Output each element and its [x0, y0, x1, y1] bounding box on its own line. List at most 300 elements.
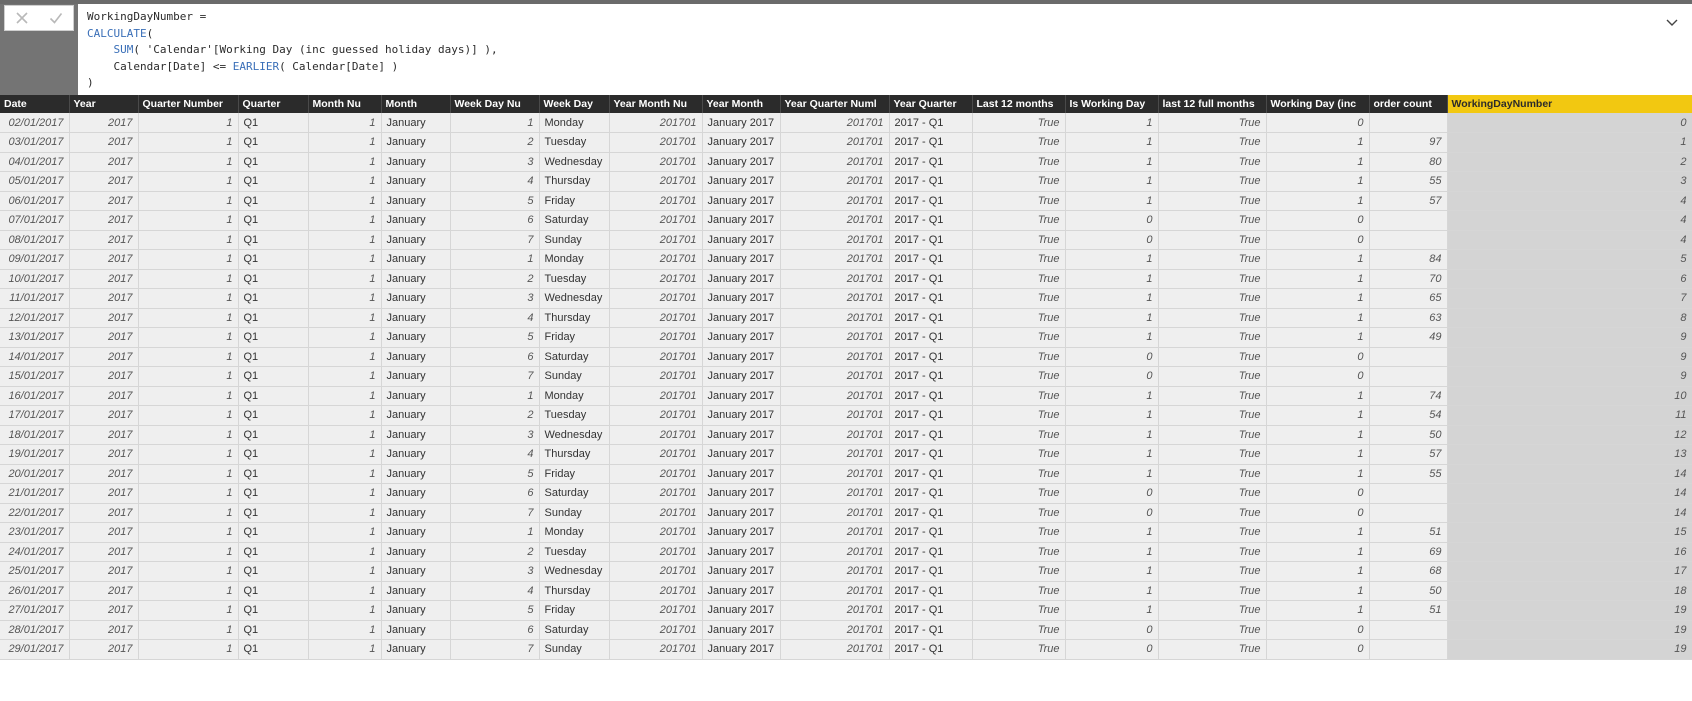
- table-cell[interactable]: 9: [1447, 367, 1692, 387]
- table-cell[interactable]: 0: [1065, 347, 1158, 367]
- table-cell[interactable]: 2017: [69, 601, 138, 621]
- table-cell[interactable]: 2: [450, 133, 539, 153]
- table-cell[interactable]: True: [1158, 386, 1266, 406]
- table-cell[interactable]: 1: [138, 308, 238, 328]
- table-cell[interactable]: Q1: [238, 133, 308, 153]
- table-cell[interactable]: 2017: [69, 113, 138, 133]
- table-cell[interactable]: Q1: [238, 113, 308, 133]
- table-cell[interactable]: 1: [138, 562, 238, 582]
- table-cell[interactable]: 201701: [609, 113, 702, 133]
- table-cell[interactable]: 2017: [69, 133, 138, 153]
- table-cell[interactable]: 1: [1065, 269, 1158, 289]
- table-cell[interactable]: 2017 - Q1: [889, 269, 972, 289]
- table-cell[interactable]: 1: [308, 347, 381, 367]
- table-cell[interactable]: 1: [308, 308, 381, 328]
- table-cell[interactable]: 201701: [780, 191, 889, 211]
- table-cell[interactable]: True: [972, 289, 1065, 309]
- table-cell[interactable]: 2017: [69, 367, 138, 387]
- table-cell[interactable]: 11/01/2017: [0, 289, 69, 309]
- table-cell[interactable]: True: [972, 367, 1065, 387]
- table-cell[interactable]: True: [1158, 347, 1266, 367]
- table-cell[interactable]: 1: [1266, 172, 1369, 192]
- table-cell[interactable]: January 2017: [702, 445, 780, 465]
- table-cell[interactable]: January: [381, 230, 450, 250]
- table-cell[interactable]: 2: [450, 406, 539, 426]
- table-cell[interactable]: 1: [138, 269, 238, 289]
- table-cell[interactable]: 03/01/2017: [0, 133, 69, 153]
- table-cell[interactable]: 1: [138, 172, 238, 192]
- table-cell[interactable]: True: [972, 230, 1065, 250]
- table-cell[interactable]: 1: [138, 386, 238, 406]
- table-cell[interactable]: 1: [1266, 581, 1369, 601]
- table-cell[interactable]: 1: [138, 328, 238, 348]
- table-cell[interactable]: 1: [1266, 269, 1369, 289]
- table-cell[interactable]: 201701: [609, 308, 702, 328]
- table-cell[interactable]: 1: [308, 172, 381, 192]
- table-cell[interactable]: 201701: [780, 484, 889, 504]
- table-cell[interactable]: 2017 - Q1: [889, 464, 972, 484]
- table-cell[interactable]: 1: [1266, 386, 1369, 406]
- cancel-formula-button[interactable]: [5, 6, 39, 30]
- table-cell[interactable]: 2017: [69, 581, 138, 601]
- table-cell[interactable]: True: [972, 425, 1065, 445]
- table-cell[interactable]: 1: [308, 601, 381, 621]
- table-cell[interactable]: January 2017: [702, 581, 780, 601]
- table-cell[interactable]: 2017: [69, 484, 138, 504]
- table-cell[interactable]: True: [1158, 250, 1266, 270]
- table-cell[interactable]: True: [1158, 445, 1266, 465]
- table-cell[interactable]: 08/01/2017: [0, 230, 69, 250]
- table-cell[interactable]: Q1: [238, 211, 308, 231]
- table-cell[interactable]: January: [381, 484, 450, 504]
- table-cell[interactable]: January 2017: [702, 250, 780, 270]
- table-cell[interactable]: 201701: [609, 581, 702, 601]
- table-cell[interactable]: Q1: [238, 308, 308, 328]
- table-cell[interactable]: 19: [1447, 640, 1692, 660]
- table-cell[interactable]: 2017: [69, 308, 138, 328]
- table-cell[interactable]: 1: [308, 445, 381, 465]
- table-cell[interactable]: January 2017: [702, 562, 780, 582]
- table-cell[interactable]: 2017: [69, 503, 138, 523]
- table-cell[interactable]: 1: [308, 113, 381, 133]
- table-cell[interactable]: 12/01/2017: [0, 308, 69, 328]
- table-cell[interactable]: True: [1158, 523, 1266, 543]
- table-cell[interactable]: 2017 - Q1: [889, 367, 972, 387]
- table-cell[interactable]: True: [1158, 581, 1266, 601]
- table-cell[interactable]: Q1: [238, 542, 308, 562]
- table-cell[interactable]: 201701: [609, 250, 702, 270]
- table-cell[interactable]: True: [972, 484, 1065, 504]
- table-cell[interactable]: 2017 - Q1: [889, 425, 972, 445]
- table-cell[interactable]: 201701: [780, 250, 889, 270]
- table-cell[interactable]: 17/01/2017: [0, 406, 69, 426]
- table-cell[interactable]: True: [1158, 191, 1266, 211]
- column-header[interactable]: Last 12 months: [972, 95, 1065, 113]
- table-cell[interactable]: January: [381, 542, 450, 562]
- table-cell[interactable]: 201701: [609, 328, 702, 348]
- table-cell[interactable]: 2017 - Q1: [889, 562, 972, 582]
- table-cell[interactable]: 201701: [780, 328, 889, 348]
- table-cell[interactable]: 1: [308, 542, 381, 562]
- table-cell[interactable]: 16: [1447, 542, 1692, 562]
- table-cell[interactable]: 201701: [609, 172, 702, 192]
- table-cell[interactable]: 2017 - Q1: [889, 581, 972, 601]
- table-cell[interactable]: 2017 - Q1: [889, 386, 972, 406]
- table-cell[interactable]: True: [1158, 620, 1266, 640]
- table-cell[interactable]: 2017 - Q1: [889, 172, 972, 192]
- table-cell[interactable]: 1: [308, 133, 381, 153]
- table-cell[interactable]: 2017: [69, 250, 138, 270]
- table-cell[interactable]: January 2017: [702, 191, 780, 211]
- table-cell[interactable]: 4: [450, 581, 539, 601]
- table-cell[interactable]: 2017: [69, 425, 138, 445]
- table-cell[interactable]: 54: [1369, 406, 1447, 426]
- table-cell[interactable]: 6: [450, 484, 539, 504]
- column-header[interactable]: Date: [0, 95, 69, 113]
- table-cell[interactable]: January 2017: [702, 269, 780, 289]
- table-cell[interactable]: 201701: [609, 484, 702, 504]
- column-header[interactable]: Year: [69, 95, 138, 113]
- table-cell[interactable]: January 2017: [702, 308, 780, 328]
- table-cell[interactable]: 201701: [609, 406, 702, 426]
- table-cell[interactable]: 65: [1369, 289, 1447, 309]
- table-cell[interactable]: Q1: [238, 601, 308, 621]
- table-cell[interactable]: 2017 - Q1: [889, 406, 972, 426]
- table-cell[interactable]: Friday: [539, 601, 609, 621]
- column-header[interactable]: order count: [1369, 95, 1447, 113]
- table-cell[interactable]: Friday: [539, 464, 609, 484]
- table-cell[interactable]: 201701: [609, 640, 702, 660]
- table-cell[interactable]: Sunday: [539, 367, 609, 387]
- table-cell[interactable]: January 2017: [702, 542, 780, 562]
- table-cell[interactable]: 201701: [780, 620, 889, 640]
- table-cell[interactable]: 2017 - Q1: [889, 308, 972, 328]
- table-cell[interactable]: 201701: [780, 113, 889, 133]
- table-cell[interactable]: 2017: [69, 523, 138, 543]
- table-cell[interactable]: 10/01/2017: [0, 269, 69, 289]
- table-cell[interactable]: January: [381, 464, 450, 484]
- table-cell[interactable]: 14: [1447, 503, 1692, 523]
- table-cell[interactable]: 0: [1266, 640, 1369, 660]
- table-cell[interactable]: Tuesday: [539, 133, 609, 153]
- table-cell[interactable]: Tuesday: [539, 542, 609, 562]
- table-cell[interactable]: 201701: [609, 620, 702, 640]
- table-cell[interactable]: 0: [1266, 211, 1369, 231]
- table-cell[interactable]: 1: [1266, 523, 1369, 543]
- table-cell[interactable]: January 2017: [702, 640, 780, 660]
- table-cell[interactable]: Q1: [238, 581, 308, 601]
- table-cell[interactable]: January: [381, 620, 450, 640]
- table-cell[interactable]: 14/01/2017: [0, 347, 69, 367]
- table-cell[interactable]: 68: [1369, 562, 1447, 582]
- table-cell[interactable]: January 2017: [702, 347, 780, 367]
- table-cell[interactable]: 25/01/2017: [0, 562, 69, 582]
- table-cell[interactable]: January: [381, 133, 450, 153]
- table-cell[interactable]: True: [972, 308, 1065, 328]
- table-cell[interactable]: 1: [138, 250, 238, 270]
- table-cell[interactable]: 4: [450, 172, 539, 192]
- table-cell[interactable]: Thursday: [539, 308, 609, 328]
- table-cell[interactable]: January 2017: [702, 211, 780, 231]
- table-cell[interactable]: 1: [1065, 425, 1158, 445]
- table-cell[interactable]: 1: [1065, 601, 1158, 621]
- table-cell[interactable]: 28/01/2017: [0, 620, 69, 640]
- table-cell[interactable]: Sunday: [539, 503, 609, 523]
- table-cell[interactable]: 201701: [780, 172, 889, 192]
- table-cell[interactable]: 5: [1447, 250, 1692, 270]
- table-cell[interactable]: Q1: [238, 445, 308, 465]
- table-cell[interactable]: 17: [1447, 562, 1692, 582]
- table-cell[interactable]: 201701: [609, 289, 702, 309]
- table-cell[interactable]: 1: [1065, 581, 1158, 601]
- table-cell[interactable]: January 2017: [702, 328, 780, 348]
- table-cell[interactable]: Q1: [238, 172, 308, 192]
- table-cell[interactable]: 2017: [69, 620, 138, 640]
- table-cell[interactable]: 16/01/2017: [0, 386, 69, 406]
- table-cell[interactable]: True: [1158, 484, 1266, 504]
- table-cell[interactable]: 1: [1447, 133, 1692, 153]
- table-cell[interactable]: True: [1158, 367, 1266, 387]
- table-cell[interactable]: 19: [1447, 620, 1692, 640]
- table-cell[interactable]: 50: [1369, 581, 1447, 601]
- table-cell[interactable]: 2017: [69, 289, 138, 309]
- table-cell[interactable]: Sunday: [539, 640, 609, 660]
- table-cell[interactable]: 05/01/2017: [0, 172, 69, 192]
- table-cell[interactable]: 1: [1065, 289, 1158, 309]
- column-header[interactable]: WorkingDayNumber: [1447, 95, 1692, 113]
- table-cell[interactable]: 84: [1369, 250, 1447, 270]
- table-cell[interactable]: 1: [138, 464, 238, 484]
- table-cell[interactable]: 1: [138, 503, 238, 523]
- table-cell[interactable]: 1: [308, 425, 381, 445]
- table-cell[interactable]: 69: [1369, 542, 1447, 562]
- table-cell[interactable]: 1: [1065, 542, 1158, 562]
- table-cell[interactable]: 57: [1369, 445, 1447, 465]
- table-cell[interactable]: Q1: [238, 152, 308, 172]
- table-cell[interactable]: True: [972, 250, 1065, 270]
- table-cell[interactable]: 1: [308, 211, 381, 231]
- table-cell[interactable]: Q1: [238, 191, 308, 211]
- table-cell[interactable]: 2017: [69, 230, 138, 250]
- table-cell[interactable]: True: [972, 172, 1065, 192]
- table-cell[interactable]: 0: [1266, 347, 1369, 367]
- table-cell[interactable]: 02/01/2017: [0, 113, 69, 133]
- table-cell[interactable]: 1: [308, 250, 381, 270]
- table-cell[interactable]: 2017 - Q1: [889, 191, 972, 211]
- table-cell[interactable]: 201701: [609, 230, 702, 250]
- table-cell[interactable]: 201701: [780, 289, 889, 309]
- table-cell[interactable]: 3: [450, 425, 539, 445]
- table-cell[interactable]: January: [381, 581, 450, 601]
- table-cell[interactable]: 201701: [609, 523, 702, 543]
- table-cell[interactable]: January 2017: [702, 503, 780, 523]
- table-cell[interactable]: 49: [1369, 328, 1447, 348]
- table-cell[interactable]: 1: [1065, 172, 1158, 192]
- table-cell[interactable]: 2017: [69, 562, 138, 582]
- table-cell[interactable]: 50: [1369, 425, 1447, 445]
- table-cell[interactable]: Q1: [238, 406, 308, 426]
- table-cell[interactable]: January: [381, 289, 450, 309]
- table-cell[interactable]: 1: [138, 191, 238, 211]
- table-cell[interactable]: 1: [1065, 406, 1158, 426]
- table-cell[interactable]: 201701: [609, 503, 702, 523]
- table-cell[interactable]: January 2017: [702, 425, 780, 445]
- table-cell[interactable]: 1: [308, 523, 381, 543]
- table-cell[interactable]: True: [1158, 211, 1266, 231]
- table-cell[interactable]: Q1: [238, 523, 308, 543]
- table-cell[interactable]: 201701: [780, 445, 889, 465]
- table-cell[interactable]: 2017 - Q1: [889, 230, 972, 250]
- table-cell[interactable]: 1: [1065, 133, 1158, 153]
- table-cell[interactable]: True: [1158, 406, 1266, 426]
- table-cell[interactable]: 201701: [609, 367, 702, 387]
- table-cell[interactable]: 2017 - Q1: [889, 445, 972, 465]
- table-cell[interactable]: Q1: [238, 230, 308, 250]
- table-cell[interactable]: January: [381, 503, 450, 523]
- table-cell[interactable]: 0: [1266, 230, 1369, 250]
- table-cell[interactable]: Q1: [238, 289, 308, 309]
- table-cell[interactable]: 201701: [780, 367, 889, 387]
- table-cell[interactable]: 1: [1065, 523, 1158, 543]
- table-cell[interactable]: True: [1158, 328, 1266, 348]
- table-cell[interactable]: 5: [450, 464, 539, 484]
- table-cell[interactable]: January: [381, 113, 450, 133]
- table-cell[interactable]: 2017 - Q1: [889, 113, 972, 133]
- table-cell[interactable]: 5: [450, 601, 539, 621]
- table-cell[interactable]: 57: [1369, 191, 1447, 211]
- table-cell[interactable]: January: [381, 328, 450, 348]
- table-cell[interactable]: 5: [450, 191, 539, 211]
- table-cell[interactable]: True: [972, 620, 1065, 640]
- table-cell[interactable]: Thursday: [539, 445, 609, 465]
- table-cell[interactable]: Monday: [539, 523, 609, 543]
- table-cell[interactable]: Wednesday: [539, 562, 609, 582]
- table-cell[interactable]: 09/01/2017: [0, 250, 69, 270]
- table-cell[interactable]: January: [381, 250, 450, 270]
- table-cell[interactable]: 2017: [69, 191, 138, 211]
- table-cell[interactable]: 1: [1266, 328, 1369, 348]
- table-cell[interactable]: [1369, 211, 1447, 231]
- table-cell[interactable]: True: [972, 445, 1065, 465]
- table-cell[interactable]: 201701: [780, 601, 889, 621]
- table-cell[interactable]: 0: [1065, 230, 1158, 250]
- table-cell[interactable]: True: [1158, 542, 1266, 562]
- table-cell[interactable]: Thursday: [539, 172, 609, 192]
- table-cell[interactable]: January: [381, 367, 450, 387]
- table-cell[interactable]: January: [381, 172, 450, 192]
- table-cell[interactable]: 0: [1065, 620, 1158, 640]
- table-cell[interactable]: True: [1158, 601, 1266, 621]
- table-cell[interactable]: 201701: [780, 562, 889, 582]
- table-cell[interactable]: 1: [308, 367, 381, 387]
- table-cell[interactable]: 1: [308, 269, 381, 289]
- table-cell[interactable]: Q1: [238, 503, 308, 523]
- table-cell[interactable]: 2017: [69, 152, 138, 172]
- table-cell[interactable]: 1: [138, 347, 238, 367]
- table-cell[interactable]: 201701: [780, 406, 889, 426]
- table-cell[interactable]: 0: [1065, 640, 1158, 660]
- column-header[interactable]: last 12 full months: [1158, 95, 1266, 113]
- table-cell[interactable]: [1369, 347, 1447, 367]
- table-cell[interactable]: 13/01/2017: [0, 328, 69, 348]
- table-cell[interactable]: 55: [1369, 464, 1447, 484]
- table-cell[interactable]: January: [381, 269, 450, 289]
- table-cell[interactable]: 1: [138, 640, 238, 660]
- table-cell[interactable]: 23/01/2017: [0, 523, 69, 543]
- table-cell[interactable]: January 2017: [702, 172, 780, 192]
- table-cell[interactable]: Wednesday: [539, 425, 609, 445]
- table-cell[interactable]: 0: [1447, 113, 1692, 133]
- table-cell[interactable]: 2: [450, 542, 539, 562]
- table-cell[interactable]: Saturday: [539, 347, 609, 367]
- table-cell[interactable]: 201701: [609, 542, 702, 562]
- table-cell[interactable]: 2017 - Q1: [889, 601, 972, 621]
- table-cell[interactable]: January 2017: [702, 113, 780, 133]
- table-cell[interactable]: 51: [1369, 523, 1447, 543]
- table-cell[interactable]: 1: [308, 620, 381, 640]
- table-cell[interactable]: 18/01/2017: [0, 425, 69, 445]
- table-cell[interactable]: 29/01/2017: [0, 640, 69, 660]
- table-cell[interactable]: 2017: [69, 347, 138, 367]
- table-cell[interactable]: 1: [138, 542, 238, 562]
- table-cell[interactable]: [1369, 484, 1447, 504]
- table-cell[interactable]: 27/01/2017: [0, 601, 69, 621]
- table-cell[interactable]: Saturday: [539, 484, 609, 504]
- table-cell[interactable]: 21/01/2017: [0, 484, 69, 504]
- table-cell[interactable]: True: [972, 523, 1065, 543]
- table-cell[interactable]: True: [972, 152, 1065, 172]
- table-cell[interactable]: 97: [1369, 133, 1447, 153]
- table-cell[interactable]: 13: [1447, 445, 1692, 465]
- table-cell[interactable]: 1: [308, 386, 381, 406]
- table-cell[interactable]: True: [1158, 425, 1266, 445]
- table-cell[interactable]: 1: [308, 230, 381, 250]
- table-cell[interactable]: 1: [1266, 133, 1369, 153]
- table-cell[interactable]: Monday: [539, 113, 609, 133]
- table-cell[interactable]: [1369, 640, 1447, 660]
- table-cell[interactable]: 80: [1369, 152, 1447, 172]
- table-cell[interactable]: January: [381, 425, 450, 445]
- table-cell[interactable]: 1: [138, 113, 238, 133]
- table-cell[interactable]: Q1: [238, 640, 308, 660]
- table-cell[interactable]: 201701: [780, 386, 889, 406]
- table-cell[interactable]: 4: [450, 308, 539, 328]
- table-cell[interactable]: [1369, 113, 1447, 133]
- table-cell[interactable]: Thursday: [539, 581, 609, 601]
- table-cell[interactable]: 1: [1266, 152, 1369, 172]
- table-cell[interactable]: 1: [1065, 113, 1158, 133]
- table-cell[interactable]: January: [381, 640, 450, 660]
- table-cell[interactable]: 12: [1447, 425, 1692, 445]
- column-header[interactable]: Is Working Day: [1065, 95, 1158, 113]
- table-cell[interactable]: 24/01/2017: [0, 542, 69, 562]
- table-cell[interactable]: True: [1158, 133, 1266, 153]
- table-cell[interactable]: 201701: [609, 562, 702, 582]
- table-cell[interactable]: 2017 - Q1: [889, 328, 972, 348]
- table-cell[interactable]: Tuesday: [539, 406, 609, 426]
- table-cell[interactable]: January: [381, 191, 450, 211]
- table-cell[interactable]: 1: [138, 445, 238, 465]
- table-cell[interactable]: 70: [1369, 269, 1447, 289]
- table-cell[interactable]: 1: [450, 523, 539, 543]
- column-header[interactable]: Week Day Nu: [450, 95, 539, 113]
- table-cell[interactable]: 2017 - Q1: [889, 250, 972, 270]
- table-cell[interactable]: 1: [308, 484, 381, 504]
- table-cell[interactable]: True: [1158, 172, 1266, 192]
- table-cell[interactable]: Q1: [238, 484, 308, 504]
- table-cell[interactable]: January 2017: [702, 386, 780, 406]
- table-cell[interactable]: 1: [1065, 152, 1158, 172]
